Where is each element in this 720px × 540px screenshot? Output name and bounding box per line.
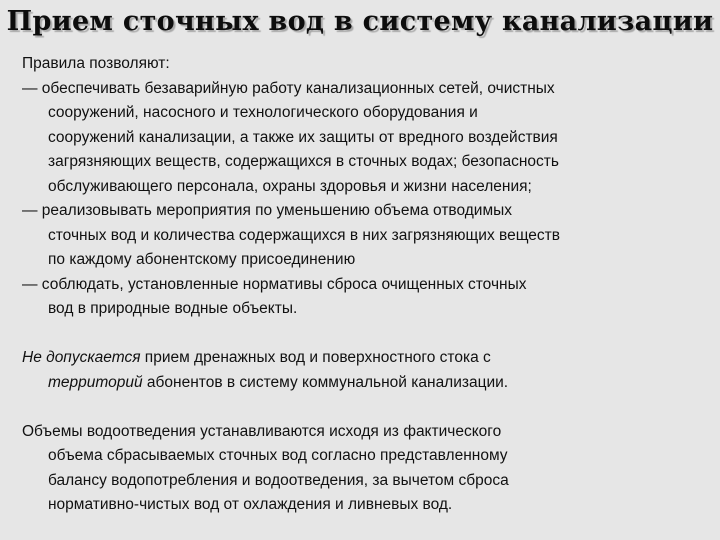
volumes-line: нормативно-чистых вод от охлаждения и ливневых вод.	[48, 496, 453, 513]
prohibition-emphasis: Не допускается	[22, 349, 141, 366]
slide-body	[22, 52, 712, 518]
rule-line: обслуживающего персонала, охраны здоровья и жизни населения;	[48, 177, 532, 195]
rule-item	[22, 199, 712, 273]
rule-line: сооружений канализации, а также их защиты от вредного воздействия	[48, 128, 558, 146]
paragraph-spacer	[22, 395, 712, 420]
rule-line: сооружений, насосного и технологического оборудования и	[48, 104, 478, 121]
paragraph-spacer	[22, 322, 712, 347]
rule-line: — обеспечивать безаварийную работу канализационных сетей, очистных	[22, 79, 555, 97]
rule-item	[22, 273, 712, 322]
prohibition-text: абонентов в систему коммунальной канализации.	[142, 373, 509, 391]
volumes-line: балансу водопотребления и водоотведения, за вычетом сброса	[48, 471, 509, 489]
rule-line: по каждому абонентскому присоединению	[48, 251, 356, 268]
rules-intro: Правила позволяют:	[22, 55, 170, 72]
territory-emphasis: территорий	[48, 373, 143, 391]
prohibition-text: прием дренажных вод и поверхностного стока с	[140, 349, 491, 366]
rule-line: сточных вод и количества содержащихся в них загрязняющих веществ	[48, 226, 560, 244]
rule-line: загрязняющих веществ, содержащихся в сточных водах; безопасность	[48, 153, 559, 170]
rule-line: вод в природные водные объекты.	[48, 300, 298, 317]
prohibition-line	[22, 371, 712, 396]
slide-title: Прием сточных вод в систему канализации	[6, 6, 714, 37]
volumes-line: Объемы водоотведения устанавливаются исходя из фактического	[22, 422, 502, 440]
rule-line: — соблюдать, установленные нормативы сброса очищенных сточных	[22, 275, 527, 293]
volumes-line: объема сбрасываемых сточных вод согласно представленному	[48, 447, 508, 464]
volumes-paragraph	[22, 420, 712, 518]
prohibition-paragraph	[22, 346, 712, 395]
rule-line: — реализовывать мероприятия по уменьшению объема отводимых	[22, 202, 513, 219]
rule-item	[22, 77, 712, 200]
prohibition-line	[22, 346, 712, 371]
